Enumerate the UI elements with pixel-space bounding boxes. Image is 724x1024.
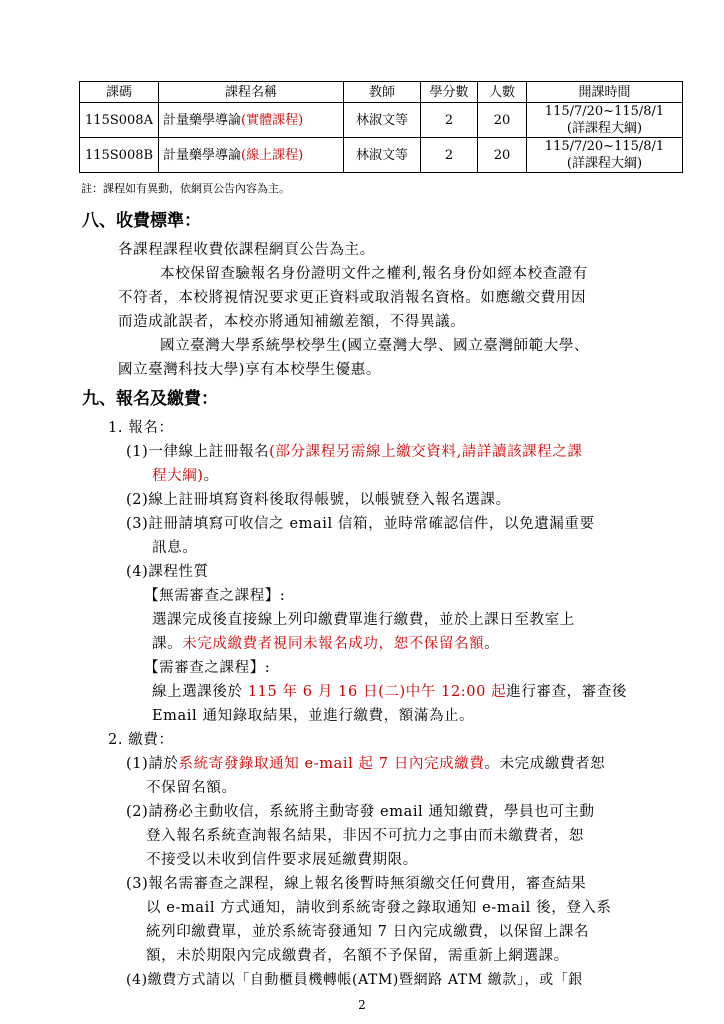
- no-review-text: 選課完成後直接線上列印繳費單進行繳費，並於上課日至教室上: [152, 612, 575, 628]
- course-people: 20: [478, 138, 527, 173]
- section9-heading: 九、報名及繳費：: [82, 389, 218, 409]
- header-people: 人數: [478, 82, 527, 103]
- course-type-tag: (線上課程): [241, 147, 304, 163]
- payment-item-3-cont: 額，未於期限內完成繳費者，名額不予保留，需重新上網選課。: [146, 948, 569, 964]
- payment-item-3-cont: 以 e-mail 方式通知，請收到系統寄發之錄取通知 e-mail 後，登入系: [146, 900, 612, 916]
- course-credits: 2: [421, 138, 478, 173]
- course-teacher: 林淑文等: [344, 138, 421, 173]
- course-time: 115/7/20~115/8/1 (詳課程大綱): [527, 138, 683, 173]
- header-name: 課程名稱: [159, 82, 344, 103]
- course-type-tag: (實體課程): [241, 112, 304, 128]
- course-table: [79, 81, 683, 173]
- header-credits: 學分數: [421, 82, 478, 103]
- course-people: 20: [478, 103, 527, 138]
- review-text: Email 通知錄取結果，並進行繳費，額滿為止。: [152, 708, 475, 724]
- page-number: 2: [358, 998, 366, 1012]
- course-time: 115/7/20~115/8/1 (詳課程大綱): [527, 103, 683, 138]
- header-code: 課碼: [80, 82, 159, 103]
- verification-paragraph-line: 不符者，本校將視情況要求更正資料或取消報名資格。如應繳交費用因: [118, 290, 587, 306]
- discount-paragraph-line: 國立臺灣大學系統學校學生(國立臺灣大學、國立臺灣師範大學、: [160, 338, 590, 354]
- section8-heading: 八、收費標準：: [82, 211, 201, 231]
- payment-item-3-cont: 統列印繳費單，並於系統寄發通知 7 日內完成繳費，以保留上課名: [146, 924, 590, 940]
- discount-paragraph-line: 國立臺灣科技大學)享有本校學生優惠。: [118, 362, 381, 378]
- course-code: 115S008A: [80, 103, 159, 138]
- verification-paragraph-line: 而造成訛誤者，本校亦將通知補繳差額，不得異議。: [118, 314, 466, 330]
- course-teacher: 林淑文等: [344, 103, 421, 138]
- course-code: 115S008B: [80, 138, 159, 173]
- registration-subheading: 1. 報名：: [108, 420, 174, 436]
- table-row: [80, 138, 683, 173]
- registration-item-1-cont: 程大綱)。: [152, 468, 219, 484]
- table-note: 註：課程如有異動，依網頁公告內容為主。: [81, 182, 290, 195]
- payment-item-4: (4)繳費方式請以「自動櫃員機轉帳(ATM)暨網路 ATM 繳款」，或「銀: [126, 972, 583, 988]
- payment-item-1-cont: 不保留名額。: [146, 780, 237, 796]
- review-label: 【需審查之課程】:: [144, 660, 271, 676]
- registration-item-3: (3)註冊請填寫可收信之 email 信箱，並時常確認信件，以免遺漏重要: [126, 516, 595, 532]
- registration-item-1: (1)一律線上註冊報名(部分課程另需線上繳交資料,請詳讀該課程之課: [126, 444, 583, 460]
- payment-item-2-cont: 不接受以未收到信件要求展延繳費期限。: [146, 852, 418, 868]
- verification-paragraph-line: 本校保留查驗報名身份證明文件之權利,報名身份如經本校查證有: [160, 266, 589, 282]
- header-time: 開課時間: [527, 82, 683, 103]
- course-name: 計量藥學導論(實體課程): [159, 103, 344, 138]
- course-name: 計量藥學導論(線上課程): [159, 138, 344, 173]
- no-review-label: 【無需審查之課程】:: [144, 588, 286, 604]
- payment-item-2-cont: 登入報名系統查詢報名結果，非因不可抗力之事由而未繳費者，恕: [146, 828, 584, 844]
- registration-item-3-cont: 訊息。: [152, 540, 198, 556]
- payment-subheading: 2. 繳費：: [108, 732, 174, 748]
- payment-item-2: (2)請務必主動收信，系統將主動寄發 email 通知繳費，學員也可主動: [126, 804, 595, 820]
- payment-item-1: (1)請於系統寄發錄取通知 e-mail 起 7 日內完成繳費。未完成繳費者恕: [126, 756, 606, 772]
- fee-paragraph: 各課程課程收費依課程網頁公告為主。: [118, 242, 375, 258]
- review-text: 線上選課後於 115 年 6 月 16 日(二)中午 12:00 起進行審查，審查後: [152, 684, 628, 700]
- table-row: [80, 103, 683, 138]
- registration-item-2: (2)線上註冊填寫資料後取得帳號，以帳號登入報名選課。: [126, 492, 511, 508]
- payment-item-3: (3)報名需審查之課程，線上報名後暫時無須繳交任何費用，審查結果: [126, 876, 587, 892]
- registration-item-4: (4)課程性質: [126, 564, 209, 580]
- table-header-row: [80, 82, 683, 103]
- header-teacher: 教師: [344, 82, 421, 103]
- course-credits: 2: [421, 103, 478, 138]
- no-review-text: 課。未完成繳費者視同未報名成功，恕不保留名額。: [152, 636, 500, 652]
